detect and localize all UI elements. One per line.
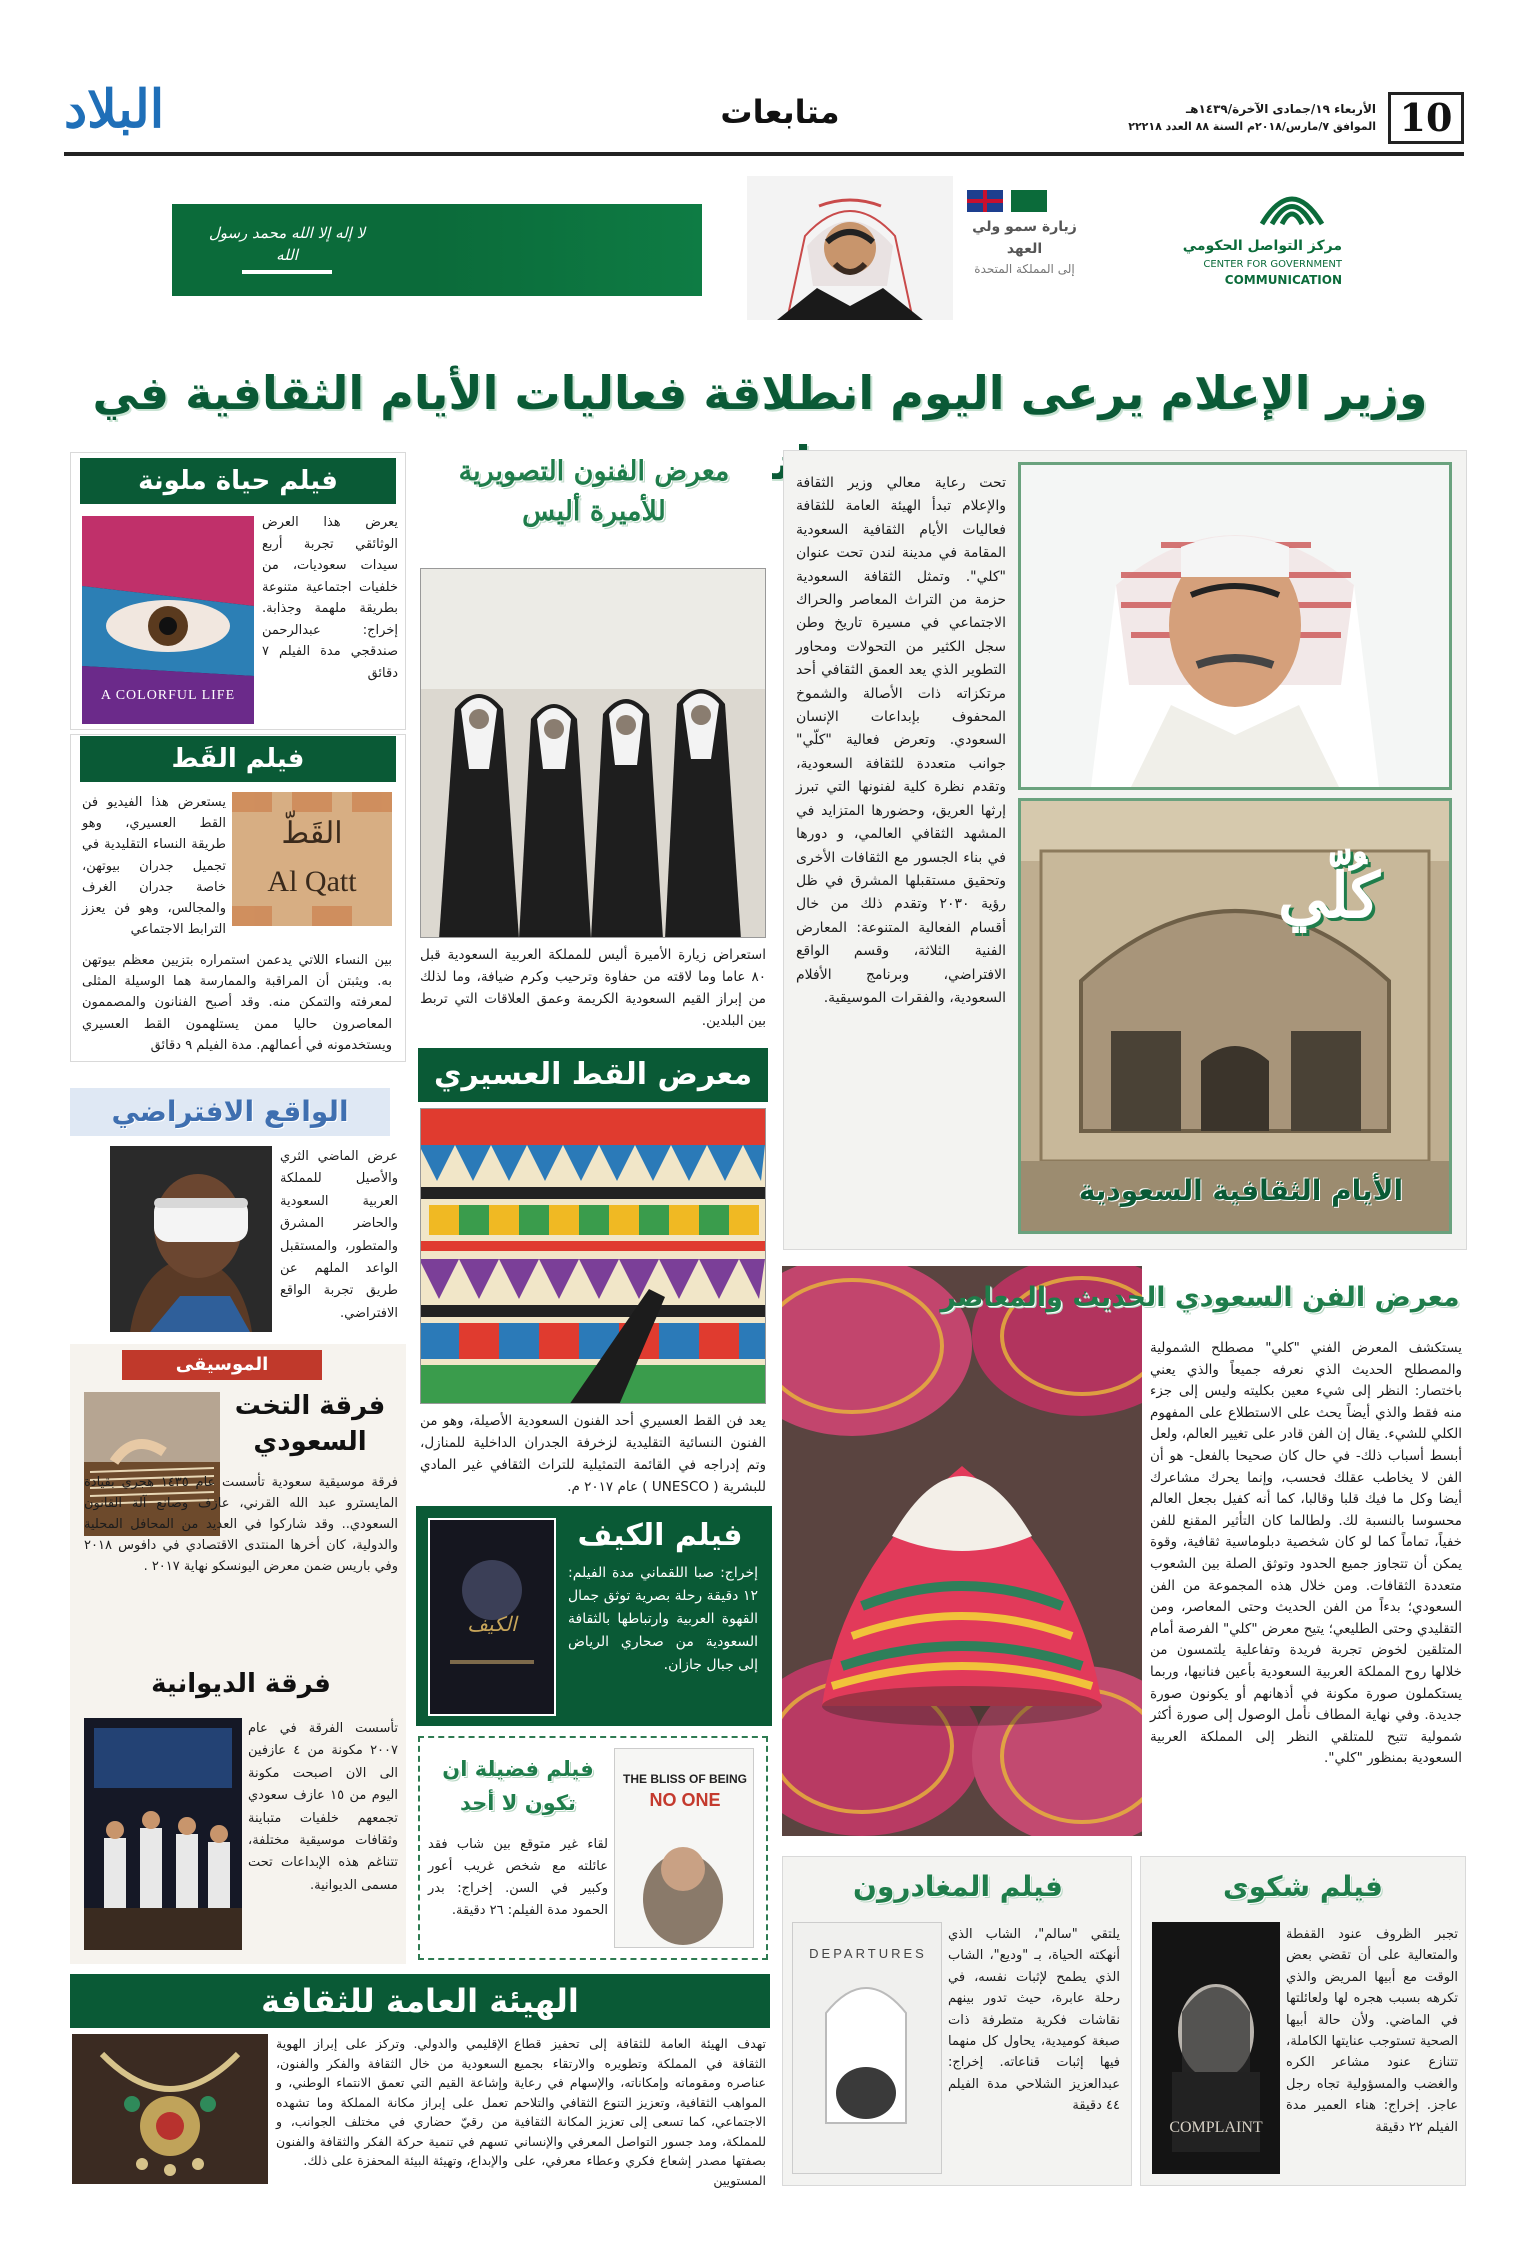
colorful-life-title: فيلم حياة ملونة — [80, 458, 396, 504]
departures-text: يلتقي "سالم"، الشاب الذي أنهكته الحياة، بـ "وديع"، الشاب الذي يطمح لإثبات نفسه، في رحلة عابرة، حيث تدور بينهم نقاشات فكرية متطرفة ذات صبغة كوميدية، يحاول كل منهما فيها إثبات قناعاته. إخراج: عبدالعزيز الشلاحي مدة الفيلم ٤٤ دقيقة — [948, 1927, 1120, 2114]
cgc-logo-icon — [1252, 184, 1332, 234]
contemporary-text: يستكشف المعرض الفني "كلي" مصطلح الشمولية والمصطلح الحديث الذي نعرفه جميعاً والذي يعني باختصار: النظر إلى شيء معين بكليته وليس إلى جزء منه فقط والذي أيضاً يحث على الاستطلاع على المفهوم الكلي للشيء. يقال إن الفن قادر على تغيير العالم، ولعل أبسط أسباب ذلك- في حال كان صحيحا بالفعل- هو أن الفن لا يخاطب عقلك فحسب، وإنما يحرك مشاعرك أيضا وكل ما فيك قلبا وقالبا، كما أنه كفيل بجعل العالم محسوسا بالنسبة لك. ولطالما كان التأثير المقنع للفن خفياً، تماماً كما لو كان شخصية دبلوماسية ثقافية، وقوة يمكن أن تتجاوز جميع الحدود وتوثق الصلة بين الشعوب متعددة الثقافات. ومن خلال هذه المجموعة من الفن السعودي؛ بدءاً من الفن الحديث وحتى المعاصر، ومن التقليدي وحتى الطليعي؛ يتيح معرض "كلي" الفرصة أمام المتلقين لخوض تجربة فريدة وتفاعلية يلتمسون من خلالها روح المملكة العربية السعودية بأعين فنانيها، وربما يستكملون صورة مكونة في أذهانهم أو يكونون صورة جديدة. وفي نهاية المطاف نأمل الوصول إلى صورة أكثر شمولية تتيح للمتلقي النظر إلى المملكة العربية السعودية بمنظور "كلي". — [1150, 1340, 1462, 1767]
qatt-pattern-illustration — [420, 1109, 765, 1404]
authority-text-left: الإقليمي والدولي. وتركز على إبراز الهوية السعودية من خال الثقافة والفكر والفنون، وإشاعة القيم التي تعمق الانتماء الوطني، و تعمل على إبراز مكانة المملكة وما تشهده من رقيّ حضاري في مختلف الجوانب، و تسهم في تنمية حركة الفكر والثقافة والفنون والإبداع، وتهيئة البيئة المحفزة على ذلك. — [276, 2036, 508, 2168]
contemporary-photo — [782, 1266, 1142, 1836]
qatt-exhibit-title: معرض القط العسيري — [418, 1048, 768, 1102]
diwaniya-photo — [84, 1718, 242, 1950]
saudi-flag-panel — [172, 204, 702, 296]
sword-icon — [242, 270, 332, 274]
takht-title: فرقة التخت السعودي — [234, 1391, 386, 1457]
minister-portrait-illustration — [1021, 465, 1449, 787]
princess-alice-title: معرض الفنون التصويرية للأميرة أليس — [458, 456, 730, 527]
uk-flag-icon — [967, 190, 1003, 212]
flag-stripe — [432, 204, 702, 296]
departures-title: فيلم المغادرون — [853, 1870, 1063, 1903]
princess-alice-photo — [420, 568, 766, 938]
historical-photo-illustration — [420, 569, 765, 938]
authority-photo — [72, 2034, 268, 2184]
qatt-exhibit-caption: يعد فن القط العسيري أحد الفنون السعودية الأصيلة، وهو من الفنون النسائية التقليدية لزخرفة الجدران الداخلية للمنازل، وتم إدراجه في القائمة التمثيلية للتراث الثقافي غير المادي للبشرية ( UNESCO ) عام ٢٠١٧ م. — [420, 1413, 766, 1495]
departures-poster: DEPARTURES — [792, 1922, 942, 2174]
complaint-text: تجبر الظروف عنود القفطة والمتعالية على أن تقضي بعض الوقت مع أبيها المريض والذي تكرهه بسبب هجره لها ولعائلتها في الماضي. ولأن حالة أبيها الصحية تستوجب عنايتها الكاملة، تتنازع عنود مشاعر الكره والغضب والمسؤولية تجاه رجل عاجز. إخراج: هناء العمير مدة الفيلم ٢٢ دقيقة — [1286, 1927, 1458, 2135]
authority-title: الهيئة العامة للثقافة — [70, 1974, 770, 2028]
takht-text: فرقة موسيقية سعودية تأسست عام ١٤٣٥ هجري بقيادة المايسترو عبد الله القرني، عازف وصانع آلة القانون السعودي.. وقد شاركوا في العديد من المحافل المحلية والدولية، كان أخرها المنتدى الاقتصادي في دافوس ٢٠١٨ وفي باريس ضمن معرض اليونسكو نهاية ٢٠١٧ . — [84, 1475, 398, 1574]
header-rule — [64, 152, 1464, 156]
kahf-text: إخراج: صبا اللقماني مدة الفيلم: ١٢ دقيقة رحلة بصرية توثق جمال القهوة العربية وارتباطها بالثقافة السعودية من صحاري الرياض إلى جبال جازان. — [568, 1565, 758, 1673]
vr-photo — [110, 1146, 272, 1332]
main-headline: وزير الإعلام يرعى اليوم انطلاقة فعاليات الأيام الثقافية في — [92, 366, 1428, 420]
jewelry-illustration — [72, 2034, 268, 2184]
diwaniya-band-illustration — [84, 1718, 242, 1950]
shahada-calligraphy: لا إله إلا الله محمد رسول الله — [208, 224, 366, 264]
alqatt-poster: القَطّ Al Qatt — [232, 792, 392, 926]
minister-photo — [1018, 462, 1452, 790]
alqatt-film-text-full: بين النساء اللاتي يدعمن استمراره بتزيين معظم بيوتهن به. ويثبتن أن المراقبة والممارسة هما الوسيلة المثلى لمعرفته والتمكن منه. وقد أصبح الفنانون والمصممون المعاصرون حاليا ممن يستلهمون القط العسيري ويستخدمونه في أعمالهم. مدة الفيلم ٩ دقائق — [82, 953, 392, 1053]
cgc-logo: مركز التواصل الحكومي CENTER FOR GOVERNMENT COMMUNICATION — [1102, 176, 1362, 320]
crown-prince-portrait — [747, 176, 953, 320]
section-title: متابعات — [720, 93, 840, 131]
page-header — [0, 0, 1516, 160]
kahf-title: فيلم الكيف — [577, 1518, 743, 1553]
bliss-title: فيلم فضيلة ان تكون لا أحد — [442, 1757, 594, 1815]
saudi-flag-icon — [1011, 190, 1047, 212]
colorful-life-text: يعرض هذا العرض الوثائقي تجربة أربع سيدات سعوديات، من خلفيات اجتماعية متنوعة بطريقة ملهمة وجذابة. إخراج: عبدالرحمن صندقجي مدة الفيلم ٧ دقائق — [262, 515, 398, 681]
diwaniya-text: تأسست الفرقة في عام ٢٠٠٧ مكونة من ٤ عازفين الى الان اصبحت مكونة اليوم من ١٥ عازف سعودي تجمعهم خلفيات متباينة وثقافات موسيقية مختلفة، تتناغم هذه الإبداعات تحت مسمى الديوانية. — [248, 1721, 398, 1893]
vr-text: عرض الماضي الثري والأصيل للمملكة العربية السعودية والحاضر المشرق والمتطور، والمستقبل الواعد الملهم عن طريق تجربة الواقع الافتراضي. — [280, 1149, 398, 1321]
contemporary-title: معرض الفن السعودي الحديث والمعاصر — [940, 1282, 1460, 1313]
kulli-caption: الأيام الثقافية السعودية — [1078, 1174, 1404, 1207]
colorful-life-poster: A COLORFUL LIFE — [82, 516, 254, 724]
issue-date: الأربعاء ١٩/جمادى الآخرة/١٤٣٩هـ الموافق ٧/مارس/٢٠١٨م السنة ٨٨ العدد ٢٢٢١٨ — [1128, 102, 1376, 133]
page-number: 10 — [1388, 92, 1464, 144]
music-tag: الموسيقى — [122, 1350, 322, 1380]
complaint-poster: COMPLAINT — [1152, 1922, 1280, 2174]
woven-basket-illustration — [782, 1266, 1142, 1836]
complaint-title: فيلم شكوى — [1223, 1870, 1383, 1903]
kahf-poster: الكيف — [428, 1518, 556, 1716]
princess-alice-caption: استعراض زيارة الأميرة أليس للمملكة العربية السعودية قبل ٨٠ عاما وما لاقته من حفاوة وترحيب وكرم ضيافة، وما لذلك من إبراز القيم السعودية الكريمة وعمق العلاقات التي تربط بين البلدين. — [420, 947, 766, 1029]
qatt-exhibit-photo — [420, 1108, 766, 1404]
vr-headset-illustration — [110, 1146, 272, 1332]
vr-title: الواقع الافتراضي — [111, 1095, 349, 1128]
alqatt-poster-illustration — [232, 792, 392, 926]
diwaniya-title: فرقة الديوانية — [151, 1669, 331, 1699]
newspaper-logo: البلاد — [64, 79, 165, 140]
vr-title-bar — [70, 1088, 390, 1136]
lead-article-text: تحت رعاية معالي وزير الثقافة والإعلام تبدأ الهيئة العامة للثقافة فعاليات الأيام الثقافية السعودية المقامة في مدينة لندن تحت عنوان "كلي". وتمثل الثقافة السعودية حزمة من التراث المعاصر والحراك الاجتماعي في مسيرة تاريخ وطن سجل الكثير من التحولات ومحاور التطوير الذي يعد العمق الثقافي أحد مرتكزاته ذات الأصالة والشموخ المحفوف بإبداعات الإنسان السعودي. وتعرض فعالية "كلّي" جوانب متعددة للثقافة السعودية، وتقدم نظرة كلية لفنونها التي تبرز إرثها العريق، وحضورها المتزايد في المشهد الثقافي العالمي، و دورها في بناء الجسور مع الثقافات الأخرى وتحقيق مستقبلها المشرق في ظل رؤية ٢٠٣٠ وتقدم ذلك من خال أقسام الفعالية المتنوعة: المعارض الفنية الثلاثة، وقسم الواقع الافتراضي، وبرنامج الأفلام السعودية، والفقرات الموسيقية. — [796, 475, 1007, 1006]
bliss-text: لقاء غير متوقع بين شاب فقد عائلته مع شخص غريب أعور وكبير في السن. إخراج: بدر الحمود مدة الفيلم: ٢٦ دقيقة. — [428, 1837, 608, 1918]
visit-title: زيارة سمو ولي العهد إلى المملكة المتحدة — [957, 216, 1092, 278]
crown-prince-illustration — [747, 176, 953, 320]
authority-text-right: تهدف الهيئة العامة للثقافة إلى تحفيز قطاع الثقافة في المملكة وتطويره والارتقاء بجميع عناصره ومقوماته وإمكاناته، والإسهام في رعاية المواهب الثقافية، وتعزيز التنوع الثقافي والتلاحم الاجتماعي، كما تسعى إلى تعزيز المكانة الثقافية للمملكة، ومد جسور التواصل المعرفي والإنساني بصفتها مصدر إشعاع فكري وعطاء معرفي، على المستويين — [514, 2036, 766, 2188]
event-banner — [172, 176, 1362, 320]
kulli-title: كُلّي — [1278, 859, 1380, 932]
kulli-poster — [1018, 798, 1452, 1234]
alqatt-film-text-side: يستعرض هذا الفيديو فن القط العسيري، وهو طريقة النساء التقليدية في تجميل جدران بيوتهن، خاصة جدران الغرف والمجالس، وهو فن يعزز الترابط الاجتماعي — [82, 795, 226, 938]
bliss-poster: THE BLISS OF BEING NO ONE — [614, 1748, 754, 1948]
alqatt-film-title: فيلم القَط — [80, 736, 396, 782]
